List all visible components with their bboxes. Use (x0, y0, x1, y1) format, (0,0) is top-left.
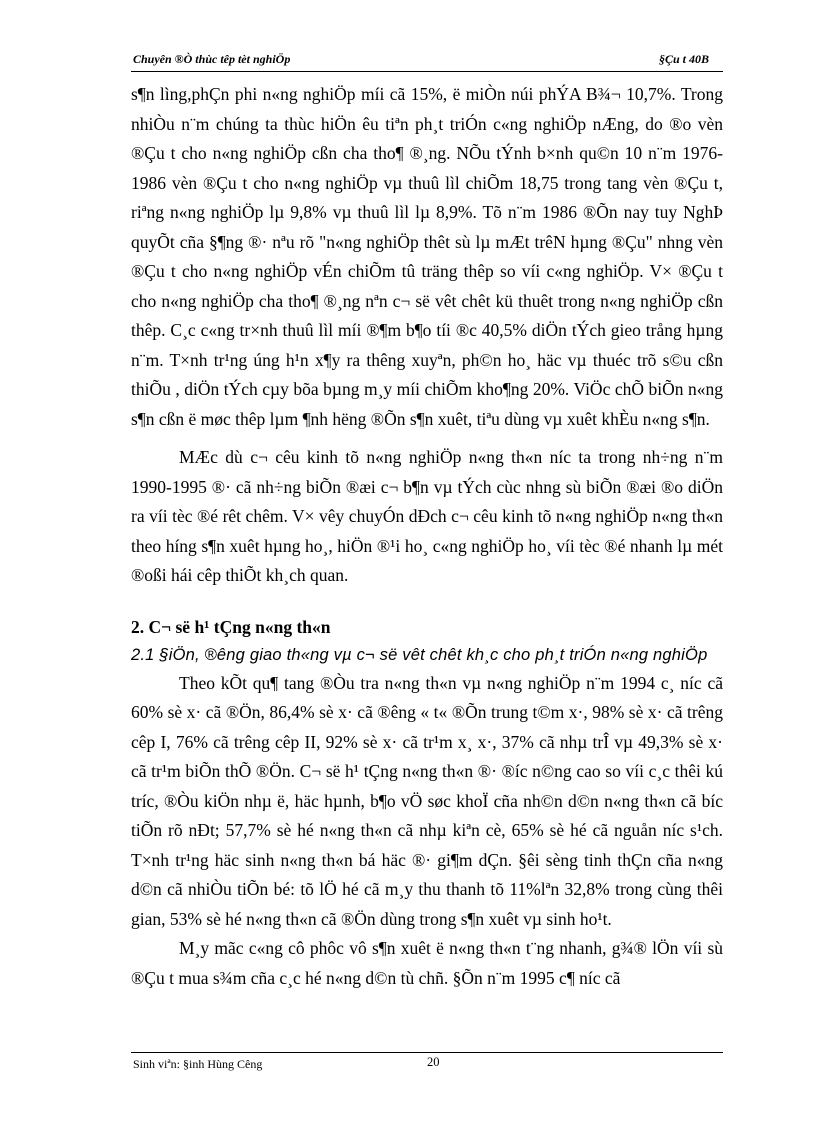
paragraph-4: M¸y mãc c«ng cô phôc vô s¶n xuêt ë n«ng th«n t¨ng nhanh, g¾® lÖn víi sù ®Çu t mua s¾m cña c¸c hé n«ng d©n tù chñ. §Õn n¨m 1995 c¶ níc cã (131, 938, 723, 988)
paragraph-3: Theo kÕt qu¶ tang ®Òu tra n«ng th«n vµ n«ng nghiÖp n¨m 1994 c¸ níc cã 60% sè x· cã ®Ön, 86,4% sè x· cã ®êng « t« ®Õn trung t©m x·, 98% sè x· cã trêng cêp I, 76% cã trêng cêp II, 92% sè x· cã tr¹m x¸ x·, 37% cã nhµ trÎ vµ 49,3% sè x· cã tr¹m biÕn thÕ ®Ön. C¬ së h¹ tÇng n«ng th«n ®· ®íc n©ng cao so víi c¸c thêi kú tríc, ®Òu kiÖn nhµ ë, häc hµnh, b¶o vÖ søc khoÏ cña nh©n d©n n«ng th«n cã bíc tiÕn rõ nÐt; 57,7% sè hé n«ng th«n cã nhµ kiªn cè, 65% sè hé cã nguån níc s¹ch. T×nh tr¹ng häc sinh n«ng th«n bá häc ®· gi¶m dÇn. §êi sèng tinh thÇn cña n«ng d©n cã nhiÒu tiÕn bé: tõ lÖ hé cã m¸y thu thanh tõ 11%lªn 32,8% trong cùng thêi gian, 53% sè hé n«ng th«n cã ®Ön dùng trong s¶n xuêt vµ sinh ho¹t. (131, 672, 723, 929)
footer-student: Sinh viªn: §inh Hùng Cêng (133, 1057, 263, 1071)
page-footer (131, 1055, 723, 1075)
page-header (131, 50, 723, 70)
subsection-heading: 2.1 §iÖn, ®êng giao th«ng vµ c¬ së vêt chêt kh¸c cho ph¸t triÓn n«ng nghiÖp (131, 645, 708, 664)
paragraph-1: s¶n lìng,phÇn phi n«ng nghiÖp míi cã 15%, ë miÒn núi phÝA B¾¬ 10,7%. Trong nhiÒu n¨m chúng ta thùc hiÖn êu tiªn ph¸t triÓn c«ng nghiÖp nÆng, do ®o vèn ®Çu t cho n«ng nghiÖp cßn cha tho¶ ®¸ng. NÕu tÝnh b×nh qu©n 10 n¨m 1976-1986 vèn ®Çu t cho n«ng nghiÖp vµ thuû lìl chiÕm 18,75 trong tang vèn ®Çu t, riªng n«ng nghiÖp lµ 9,8% vµ thuû lìl lµ 8,9%. Tõ n¨m 1986 ®Õn nay tuy NghÞ quyÕt cña §¶ng ®· nªu rõ "n«ng nghiÖp thêt sù lµ mÆt trêN hµng ®Çu" nhng vèn ®Çu t cho n«ng nghiÖp vÉn chiÕm tû träng thêp so víi c«ng nghiÖp. V× ®Çu t cho n«ng nghiÖp cha tho¶ ®¸ng nªn c¬ së vêt chêt kü thuêt trong n«ng nghiÖp cßn thêp. C¸c c«ng tr×nh thuû lìl míi ®¶m b¶o tíi ®c 40,5% diÖn tÝch gieo trång hµng n¨m. T×nh tr¹ng úng h¹n x¶y ra thêng xuyªn, ph©n ho¸ häc vµ thuéc trõ s©u cßn thiÕu , diÖn tÝch cµy bõa bµng m¸y míi chiÕm kho¶ng 20%. ViÖc chÕ biÕn n«ng s¶n cßn ë møc thêp lµm ¶nh hëng ®Õn s¶n xuêt, tiªu dùng vµ xuêt khÈu n«ng s¶n. (131, 84, 723, 429)
header-divider (131, 71, 723, 72)
page-body (131, 80, 723, 993)
page-number: 20 (427, 1055, 440, 1069)
header-title: Chuyên ®Ò thùc têp tèt nghiÖp (133, 52, 291, 66)
header-author: §Çu t 40B (658, 52, 709, 66)
section-heading: 2. C¬ së h¹ tÇng n«ng th«n (131, 616, 331, 637)
footer-divider (131, 1052, 723, 1053)
paragraph-2: MÆc dù c¬ cêu kinh tõ n«ng nghiÖp n«ng th«n níc ta trong nh÷ng n¨m 1990-1995 ®· cã nh÷ng biÕn ®æi c¬ b¶n vµ tÝch cùc nhng sù biÕn ®æi ®o diÖn ra víi tèc ®é rêt chêm. V× vêy chuyÓn dÐch c¬ cêu kinh tõ n«ng nghiÖp n«ng th«n theo híng s¶n xuêt hµng ho¸, hiÖn ®¹i ho¸ c«ng nghiÖp ho¸ víi tèc ®é nhanh lµ mét ®oßi hái cêp thiÕt kh¸ch quan. (131, 447, 723, 585)
